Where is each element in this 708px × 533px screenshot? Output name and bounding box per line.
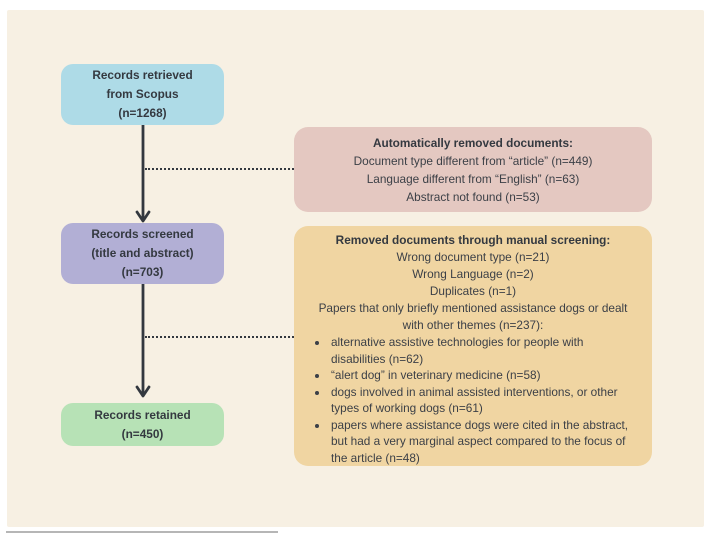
flow-box-records-retrieved bbox=[61, 64, 224, 125]
flow-box-line: Records screened bbox=[91, 227, 194, 241]
down-arrow-connector bbox=[133, 125, 153, 224]
side-box-title: Removed documents through manual screening: bbox=[335, 233, 611, 247]
side-box-title: Automatically removed documents: bbox=[373, 136, 573, 150]
flow-box-line: (n=450) bbox=[121, 426, 164, 441]
bullet-item: • dogs involved in animal assisted interventions, or other types of working dogs (n=61) bbox=[329, 384, 638, 417]
flow-box-records-screened bbox=[61, 223, 224, 284]
dotted-connector bbox=[145, 336, 294, 338]
flow-box-line: Records retrieved bbox=[92, 68, 193, 82]
flow-box-line: from Scopus bbox=[106, 87, 179, 101]
side-box-line: Wrong Language (n=2) bbox=[412, 267, 534, 281]
down-arrow-connector bbox=[133, 284, 153, 399]
flow-box-line: (n=1268) bbox=[118, 106, 167, 120]
side-box-auto-removed bbox=[294, 127, 652, 212]
side-box-line: Duplicates (n=1) bbox=[429, 284, 517, 298]
side-box-line: Papers that only briefly mentioned assistance dogs or dealt with other themes (n=237): bbox=[318, 301, 628, 332]
side-box-line: Abstract not found (n=53) bbox=[406, 190, 540, 204]
manual-screening-bullet-list bbox=[308, 334, 638, 466]
flow-box-line: Records retained bbox=[94, 407, 191, 422]
bullet-item: • papers where assistance dogs were cited in the abstract, but had a very marginal aspect compared to the focus of the article (n=48) bbox=[329, 417, 638, 467]
flow-box-records-retained bbox=[61, 403, 224, 446]
bullet-item: • alternative assistive technologies for people with disabilities (n=62) bbox=[329, 334, 638, 367]
side-box-line: Document type different from “article” (n=449) bbox=[353, 154, 593, 168]
side-box-manual-removed bbox=[294, 226, 652, 466]
side-box-line: Wrong document type (n=21) bbox=[396, 250, 550, 264]
side-box-line: Language different from “English” (n=63) bbox=[366, 172, 580, 186]
flow-box-line: (n=703) bbox=[121, 265, 164, 279]
dotted-connector bbox=[145, 168, 294, 170]
flow-box-line: (title and abstract) bbox=[91, 246, 194, 260]
bullet-item: • “alert dog” in veterinary medicine (n=58) bbox=[329, 367, 638, 384]
